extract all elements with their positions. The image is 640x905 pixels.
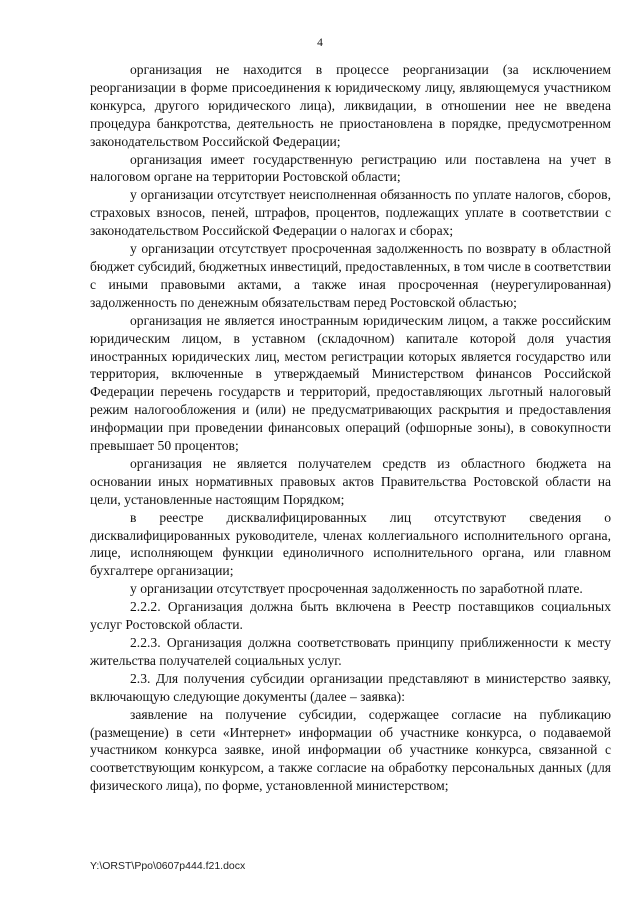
paragraph-tax-obligations: у организации отсутствует неисполненная обязанность по уплате налогов, сборов, страховых взносов, пеней, штрафов, процентов, подлежащих уплате в соответствии с законодательством Российской Федерации о налогах и сборах; [90, 187, 611, 239]
paragraph-reorganization: организация не находится в процессе реорганизации (за исключением реорганизации в форме присоединения к юридическому лицу, являющемуся участником конкурса, другого юридического лица), ликвидации, в отношении нее не введена процедура банкротства, деятельность не приостановлена в порядке, предусмотренном законодательством Российской Федерации; [90, 62, 611, 149]
footer-file-path: Y:\ORST\Ppo\0607p444.f21.docx [90, 860, 246, 872]
page-number: 4 [317, 37, 323, 49]
paragraph-budget-recipient: организация не является получателем средств из областного бюджета на основании иных нормативных правовых актов Правительства Ростовской области на цели, установленные настоящим Порядком; [90, 455, 611, 507]
paragraph-2-2-3: 2.2.3. Организация должна соответствовать принципу приближенности к месту жительства получателей социальных услуг. [90, 635, 611, 668]
document-body [90, 61, 611, 795]
paragraph-application-statement: заявление на получение субсидии, содержащее согласие на публикацию (размещение) в сети «Интернет» информации об участнике конкурса, о подаваемой участником конкурса заявке, иной информации об участнике конкурса, связанной с соответствующим конкурсом, а также согласие на обработку персональных данных (для физического лица), по форме, установленной министерством; [90, 706, 611, 794]
paragraph-2-2-2: 2.2.2. Организация должна быть включена в Реестр поставщиков социальных услуг Ростовской области. [90, 599, 611, 633]
paragraph-disqualified-registry: в реестре дисквалифицированных лиц отсутствуют сведения о дисквалифицированных руководителе, членах коллегиального исполнительного органа, лице, исполняющем функции единоличного исполнительного органа, или главном бухгалтере организации; [90, 509, 611, 579]
paragraph-wage-arrears: у организации отсутствует просроченная задолженность по заработной плате. [130, 581, 583, 597]
paragraph-overdue-debt: у организации отсутствует просроченная задолженность по возврату в областной бюджет субсидий, бюджетных инвестиций, предоставленных, в том числе в соответствии с иными правовыми актами, а также иная просроченная (неурегулированная) задолженность по денежным обязательствам перед Ростовской областью; [90, 241, 611, 310]
paragraph-foreign-entity: организация не является иностранным юридическим лицом, а также российским юридическим лицом, в уставном (складочном) капитале которой доля участия иностранных юридических лиц, местом регистрации которых является государство или территория, включенные в утверждаемый Министерством финансов Российской Федерации перечень государств и территорий, предоставляющих льготный налоговый режим налогообложения и (или) не предусматривающих раскрытия и предоставления информации при проведении финансовых операций (офшорные зоны), в совокупности превышает 50 процентов; [90, 312, 611, 454]
paragraph-registration: организация имеет государственную регистрацию или поставлена на учет в налоговом органе на территории Ростовской области; [90, 151, 611, 185]
paragraph-2-3: 2.3. Для получения субсидии организации представляют в министерство заявку, включающую следующие документы (далее – заявка): [90, 670, 611, 704]
